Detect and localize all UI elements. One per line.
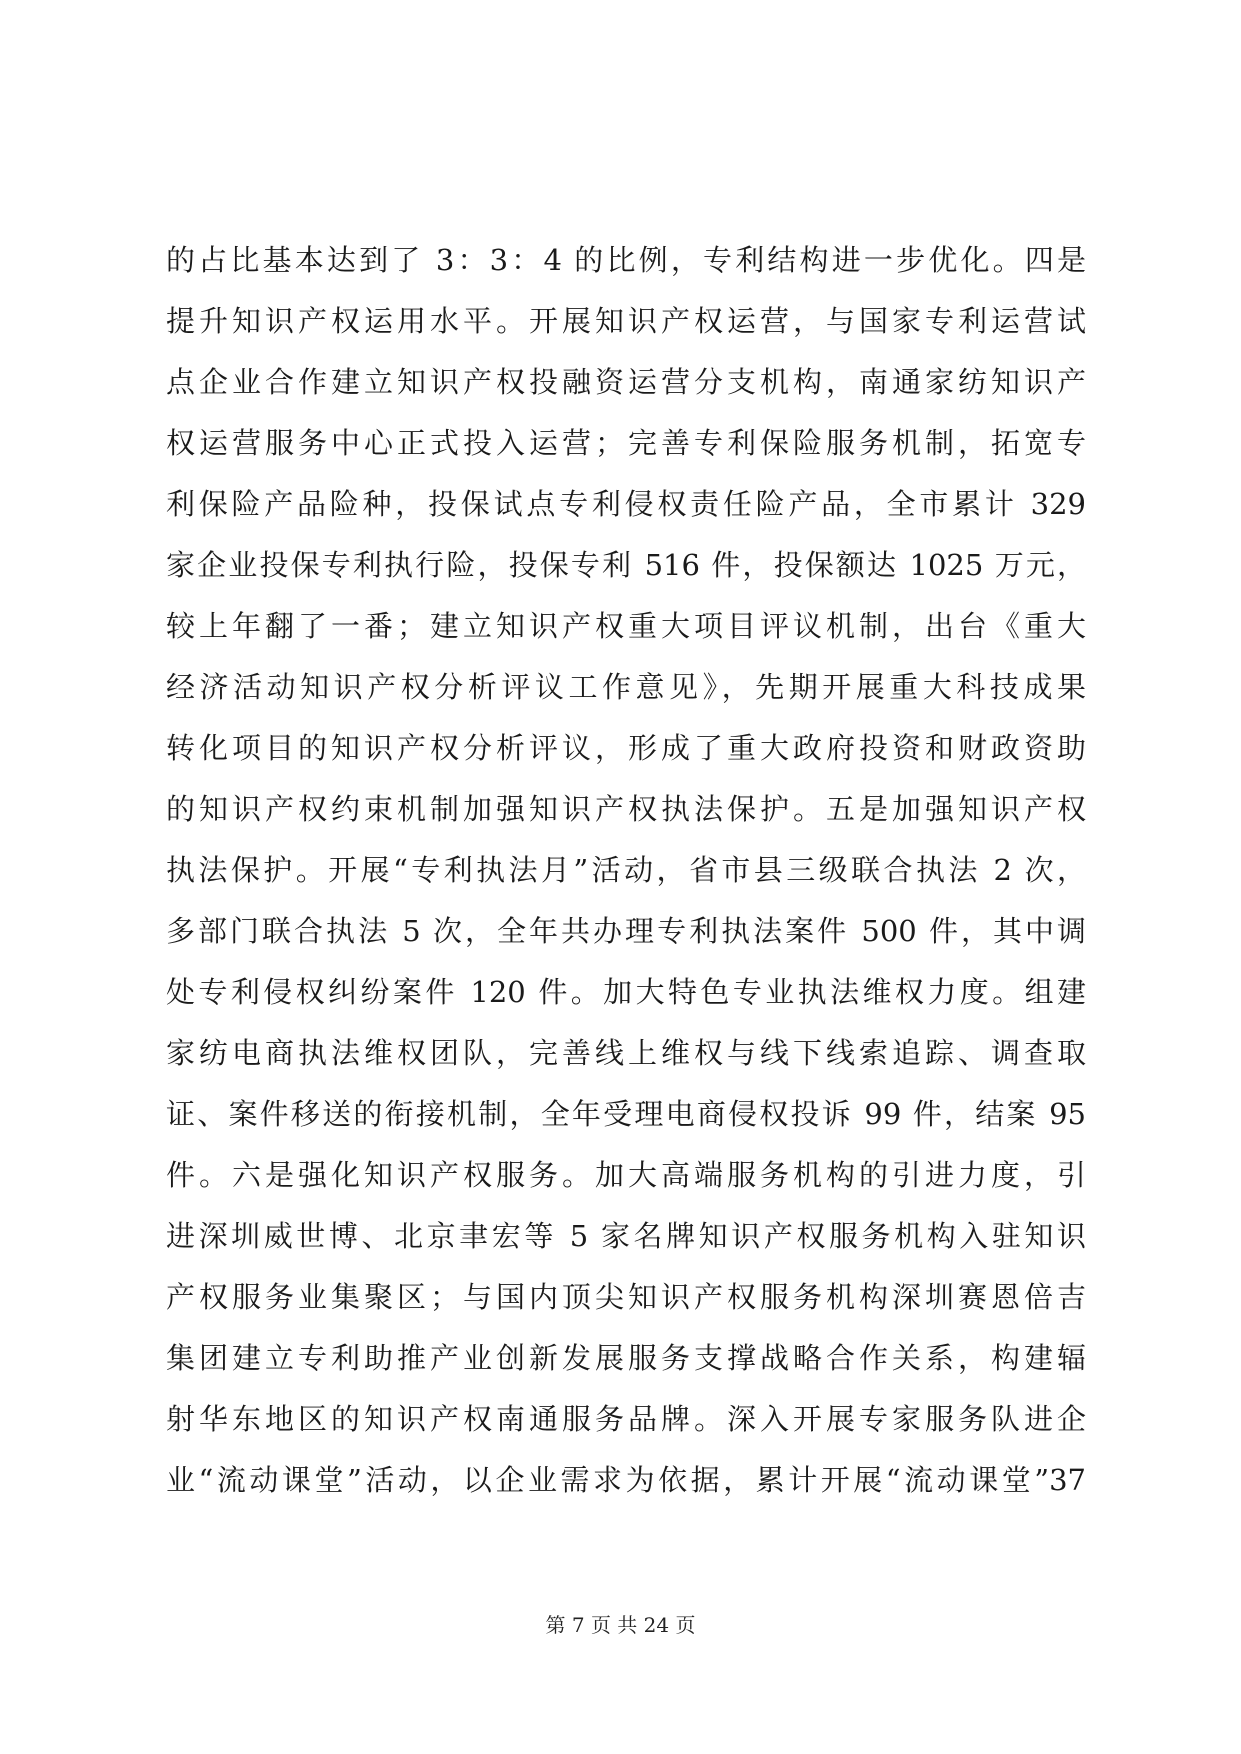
text-line: 件。六是强化知识产权服务。加大高端服务机构的引进力度，引	[166, 1158, 1086, 1192]
text-line: 提升知识产权运用水平。开展知识产权运营，与国家专利运营试	[166, 304, 1086, 338]
text-line: 点企业合作建立知识产权投融资运营分支机构，南通家纺知识产	[166, 365, 1086, 399]
text-line: 权运营服务中心正式投入运营；完善专利保险服务机制，拓宽专	[166, 426, 1086, 460]
text-line: 业“流动课堂”活动，以企业需求为依据，累计开展“流动课堂”37	[166, 1463, 1086, 1497]
text-line: 利保险产品险种，投保试点专利侵权责任险产品，全市累计 329	[166, 487, 1086, 521]
text-line: 射华东地区的知识产权南通服务品牌。深入开展专家服务队进企	[166, 1402, 1086, 1436]
text-line: 家纺电商执法维权团队，完善线上维权与线下线索追踪、调查取	[166, 1036, 1086, 1070]
text-line: 的知识产权约束机制加强知识产权执法保护。五是加强知识产权	[166, 792, 1086, 826]
text-line: 转化项目的知识产权分析评议，形成了重大政府投资和财政资助	[166, 731, 1086, 765]
text-line: 产权服务业集聚区；与国内顶尖知识产权服务机构深圳赛恩倍吉	[166, 1280, 1086, 1314]
page-number-footer: 第 7 页 共 24 页	[545, 1613, 696, 1637]
text-line: 处专利侵权纠纷案件 120 件。加大特色专业执法维权力度。组建	[166, 975, 1086, 1009]
text-line: 较上年翻了一番；建立知识产权重大项目评议机制，出台《重大	[166, 609, 1086, 643]
text-line: 进深圳威世博、北京聿宏等 5 家名牌知识产权服务机构入驻知识	[166, 1219, 1086, 1253]
text-line: 的占比基本达到了 3：3：4 的比例，专利结构进一步优化。四是	[166, 243, 1086, 277]
text-line: 执法保护。开展“专利执法月”活动，省市县三级联合执法 2 次，	[166, 853, 1086, 887]
text-line: 家企业投保专利执行险，投保专利 516 件，投保额达 1025 万元，	[166, 548, 1086, 582]
text-line: 集团建立专利助推产业创新发展服务支撑战略合作关系，构建辐	[166, 1341, 1086, 1375]
body-text	[166, 230, 1086, 1511]
text-line: 经济活动知识产权分析评议工作意见》，先期开展重大科技成果	[166, 670, 1086, 704]
text-line: 证、案件移送的衔接机制，全年受理电商侵权投诉 99 件，结案 95	[166, 1097, 1086, 1131]
text-line: 多部门联合执法 5 次，全年共办理专利执法案件 500 件，其中调	[166, 914, 1086, 948]
